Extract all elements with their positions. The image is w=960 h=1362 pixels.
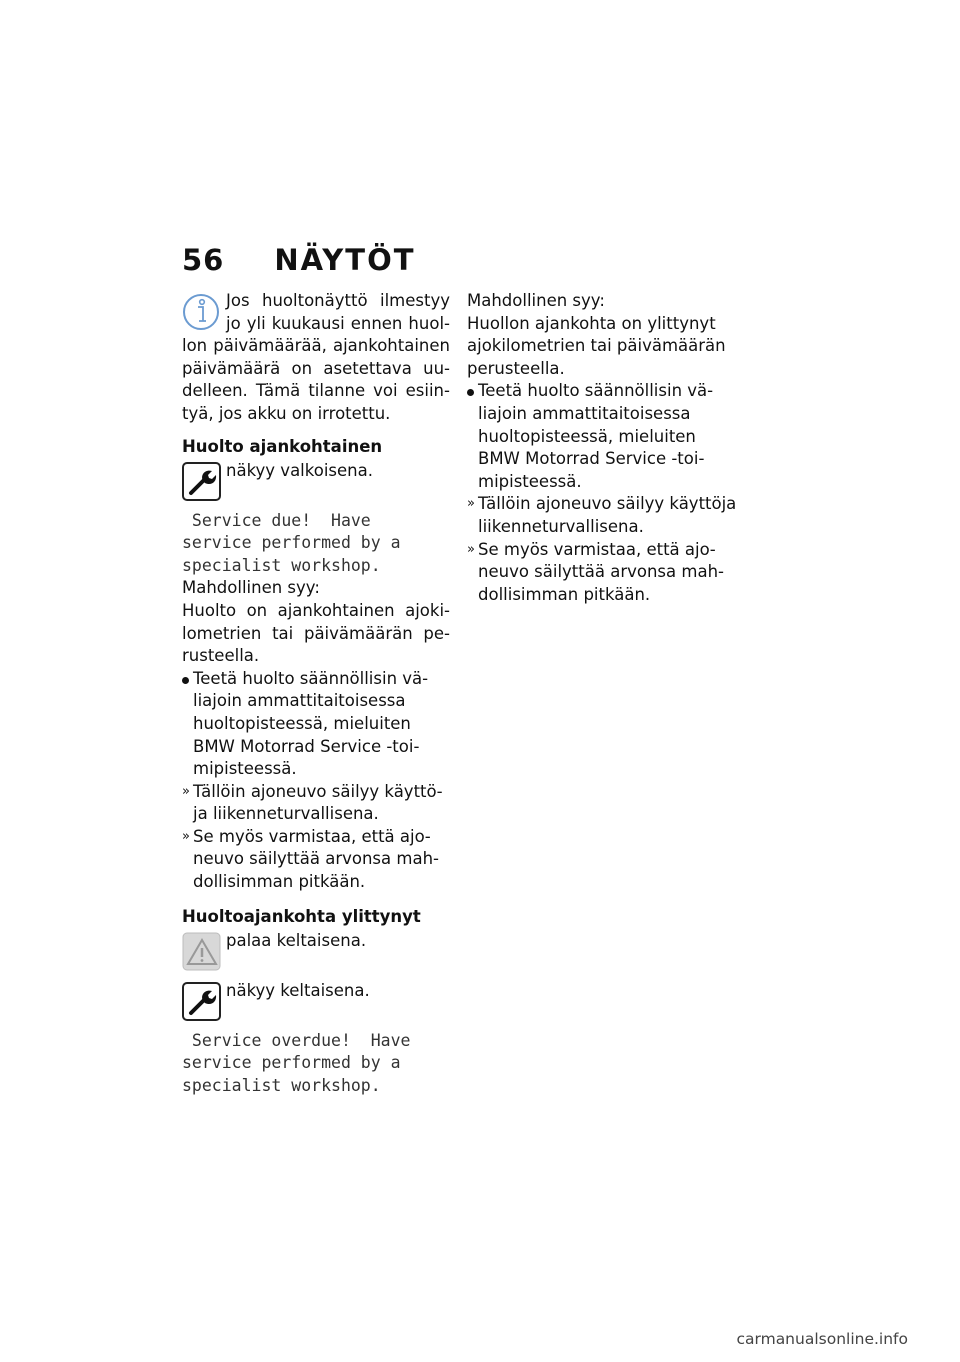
display-message-service-overdue: Service overdue! Have service performed by a specialist workshop. [182,1030,411,1095]
display-message-service-due: Service due! Have service performed by a specialist workshop. [182,510,401,575]
wrench-icon [182,462,222,502]
action-list [182,668,450,894]
section-heading-service-due: Huolto ajankohtainen [182,436,383,456]
list-item: » Tällöin ajoneuvo säilyy käyttöja liikenneturvallisena. [182,781,443,824]
result-arrow-icon: » [182,828,188,844]
chapter-title: NÄYTÖT [274,243,416,277]
right-column [467,290,737,606]
section-heading-service-overdue: Huoltoajankohta ylittynyt [182,906,421,926]
left-column [182,290,450,1097]
wrench-row [182,460,450,502]
wrench-icon [182,982,222,1022]
info-note-text: Jos huoltonäyttö ilmestyy jo yli kuukausi ennen huollon päivämäärää, ajankohtainen päivämäärä on asetettava uudelleen. Tämä tilanne voi esiintyä, jos akku on irrotettu. [182,291,450,423]
bullet-dot-icon [467,380,474,403]
wrench-overdue-text: näkyy keltaisena. [226,980,370,1000]
info-note [182,290,450,426]
wrench-row-overdue [182,980,450,1022]
cause-label: Mahdollinen syy: [182,578,320,598]
warning-row [182,930,450,972]
list-item: » Tällöin ajoneuvo säilyy käyttöja liikenneturvallisena. [467,494,737,536]
list-item: Teetä huolto säännöllisin väliajoin ammattitaitoisessa huoltopisteessä, mieluiten BMW Motorrad Service -toimipisteessä. [467,380,737,493]
warning-status-text: palaa keltaisena. [226,930,367,950]
info-icon [182,292,220,332]
warning-triangle-icon [182,932,222,972]
bullet-dot-icon [182,668,189,691]
list-item: Teetä huolto säännöllisin väliajoin ammattitaitoisessa huoltopisteessä, mieluiten BMW Motorrad Service -toimipisteessä. [182,668,450,781]
watermark: carmanualsonline.info [736,1330,908,1348]
cause-text: Huolto on ajankohtainen ajokilometrien tai päivämäärän perusteella. [182,600,450,666]
result-arrow-icon: » [182,783,188,799]
list-item: » Se myös varmistaa, että ajoneuvo säilyttää arvonsa mahdollisimman pitkään. [182,826,439,892]
action-list [467,380,737,606]
result-arrow-icon: » [467,496,473,512]
wrench-status-text: näkyy valkoisena. [226,460,373,480]
page-number: 56 [182,243,225,277]
list-item: » Se myös varmistaa, että ajoneuvo säilyttää arvonsa mahdollisimman pitkään. [467,539,724,604]
page-header [182,240,416,280]
cause-label: Mahdollinen syy: [467,291,605,310]
cause-text: Huollon ajankohta on ylittynyt ajokilometrien tai päivämäärän perusteella. [467,313,726,378]
result-arrow-icon: » [467,541,473,557]
